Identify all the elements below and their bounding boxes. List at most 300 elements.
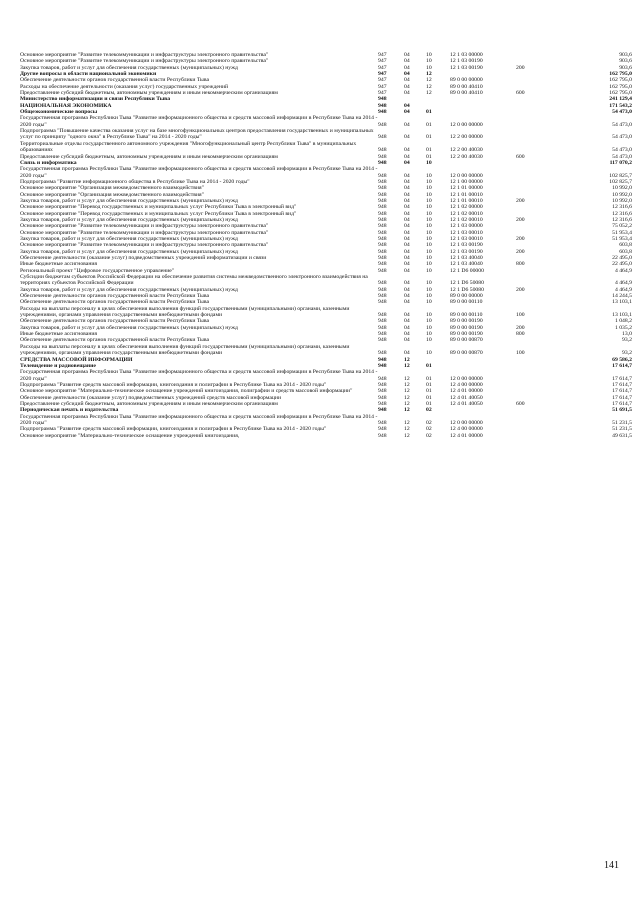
row-section-code: 04 xyxy=(404,159,410,166)
row-amount: 49 631,5 xyxy=(612,432,632,439)
row-section-code: 04 xyxy=(404,286,410,293)
row-section-code: 12 xyxy=(404,432,410,439)
row-gr-code: 948 xyxy=(378,210,387,217)
row-amount: 14 244,5 xyxy=(612,293,632,300)
row-gr-code: 948 xyxy=(378,419,387,426)
row-gr-code: 948 xyxy=(378,400,387,407)
row-subsection-code: 10 xyxy=(426,255,432,261)
row-name: Иные бюджетные ассигнования xyxy=(20,261,98,268)
row-amount: 4 464,9 xyxy=(614,280,632,287)
row-amount: 1 035,2 xyxy=(614,324,632,331)
row-gr-code: 948 xyxy=(378,185,387,192)
row-target-article: 12 1 01 00000 xyxy=(450,185,483,192)
row-amount: 162 795,0 xyxy=(609,90,632,97)
row-target-article: 12 1 03 00000 xyxy=(450,223,483,230)
row-target-article: 12 1 01 00010 xyxy=(450,191,483,198)
row-subsection-code: 02 xyxy=(426,426,432,433)
row-gr-code: 948 xyxy=(378,432,387,439)
row-name: Закупка товаров, работ и услуг для обеспечения государственных (муниципальных) нужд xyxy=(20,216,238,223)
row-target-article: 12 1 03 40040 xyxy=(450,261,483,268)
row-subsection-code: 10 xyxy=(426,58,432,65)
row-subsection-code: 10 xyxy=(426,248,432,255)
row-subsection-code: 01 xyxy=(426,134,432,141)
row-subsection-code: 10 xyxy=(426,159,432,166)
row-name: Обеспечение деятельности органов государственной власти Республики Тыва xyxy=(20,77,209,84)
row-target-article: 12 1 03 00190 xyxy=(450,242,483,249)
row-name: Основное мероприятие "Развитие телекоммуникации и инфраструктуры электронного правительства" xyxy=(20,242,269,249)
row-expense-type xyxy=(516,141,552,154)
row-subsection-code: 02 xyxy=(426,419,432,426)
row-amount: 17 614,7 xyxy=(612,381,632,388)
row-amount: 22 495,0 xyxy=(612,261,632,268)
row-gr-code: 948 xyxy=(378,331,387,338)
table-row xyxy=(20,141,632,154)
row-subsection-code: 02 xyxy=(426,432,432,439)
row-subsection-code: 01 xyxy=(426,400,432,407)
row-section-code: 12 xyxy=(404,394,410,401)
row-amount: 12 316,6 xyxy=(612,210,632,217)
row-section-code: 04 xyxy=(404,350,410,357)
row-expense-type: 200 xyxy=(516,216,525,223)
row-amount: 102 825,7 xyxy=(609,172,632,179)
row-target-article: 12 1 03 00190 xyxy=(450,248,483,255)
row-subsection-code: 01 xyxy=(426,394,432,401)
row-target-article: 12 0 00 00000 xyxy=(450,121,483,128)
row-expense-type: 200 xyxy=(516,64,525,71)
row-name: Закупка товаров, работ и услуг для обеспечения государственных (муниципальных) нужд xyxy=(20,286,238,293)
row-name: Расходы на выплаты персоналу в целях обеспечения выполнения функций государственными (муниципальными) органами, казенными учреждениями, органами управления государственными внебюджетными фондами xyxy=(20,305,350,319)
row-gr-code: 947 xyxy=(378,83,387,90)
row-name: Подпрограмма "Развитие средств массовой информации, книгоиздания и полиграфии в Республике Тыва на 2014 - 2020 годы" xyxy=(20,426,327,433)
row-subsection-code: 10 xyxy=(426,52,432,58)
row-section-code: 04 xyxy=(404,83,410,90)
row-name: Общеэкономические вопросы xyxy=(20,109,98,116)
row-gr-code: 947 xyxy=(378,71,387,78)
row-target-article: 12 1 03 00010 xyxy=(450,229,483,236)
row-gr-code: 948 xyxy=(378,102,387,109)
table-body xyxy=(20,52,632,439)
row-subsection-code: 10 xyxy=(426,64,432,71)
row-gr-code: 948 xyxy=(378,109,387,116)
row-target-article: 12 4 00 00000 xyxy=(450,426,483,433)
row-amount: 10 992,0 xyxy=(612,191,632,198)
row-target-article: 89 0 00 00190 xyxy=(450,324,483,331)
row-gr-code: 948 xyxy=(378,248,387,255)
row-subsection-code: 01 xyxy=(426,147,432,154)
row-target-article: 12 1 03 00010 xyxy=(450,235,483,242)
row-target-article: 12 0 00 00000 xyxy=(450,375,483,382)
row-section-code: 12 xyxy=(404,381,410,388)
table-row xyxy=(20,306,632,319)
row-subsection-code: 12 xyxy=(426,90,432,97)
row-name: Подпрограмма "Повышение качества оказания услуг на базе многофункциональных центров предоставления государственных и муниципальных услуг по принципу "одного окна" в Республике Тыва" на 2014 - 2020 годы" xyxy=(20,128,374,141)
row-subsection-code: 10 xyxy=(426,242,432,249)
row-subsection-code: 10 xyxy=(426,229,432,236)
row-section-code: 04 xyxy=(404,121,410,128)
row-section-code: 04 xyxy=(404,197,410,204)
row-subsection-code: 10 xyxy=(426,312,432,319)
row-target-article: 12 1 02 00000 xyxy=(450,204,483,211)
row-name: Закупка товаров, работ и услуг для обеспечения государственных (муниципальных) нужд xyxy=(20,248,238,255)
row-subsection-code: 10 xyxy=(426,261,432,268)
row-section-code: 04 xyxy=(404,178,410,185)
row-name: Закупка товаров, работ и услуг для обеспечения государственных (муниципальных) нужд xyxy=(20,197,238,204)
row-amount: 603,8 xyxy=(619,242,632,249)
row-gr-code: 947 xyxy=(378,52,387,58)
row-gr-code: 948 xyxy=(378,197,387,204)
row-target-article: 89 0 00 00000 xyxy=(450,293,483,300)
row-gr-code: 948 xyxy=(378,96,387,103)
row-gr-code: 948 xyxy=(378,242,387,249)
row-target-article: 12 1 D6 50080 xyxy=(450,280,484,287)
row-name: Основное мероприятие "Организация межведомственного взаимодействия" xyxy=(20,185,204,192)
row-gr-code: 948 xyxy=(378,318,387,325)
row-name: Расходы на обеспечение деятельности (оказания услуг) государственных учреждений xyxy=(20,83,229,90)
row-expense-type xyxy=(516,166,552,179)
row-gr-code: 948 xyxy=(378,147,387,154)
row-name: Предоставление субсидий бюджетным, автономным учреждениям и иным некоммерческим организациям xyxy=(20,153,278,160)
row-amount: 603,8 xyxy=(619,248,632,255)
row-target-article: 12 1 03 00190 xyxy=(450,58,483,65)
row-target-article: 12 2 00 00000 xyxy=(450,134,483,141)
row-amount: 13,0 xyxy=(622,331,632,338)
row-section-code: 04 xyxy=(404,172,410,179)
row-section-code: 04 xyxy=(404,337,410,344)
row-name: Предоставление субсидий бюджетным, автономным учреждениям и иным некоммерческим организациям xyxy=(20,90,278,97)
row-section-code: 04 xyxy=(404,90,410,97)
row-amount: 13 103,1 xyxy=(612,299,632,306)
row-gr-code: 948 xyxy=(378,350,387,357)
row-section-code: 12 xyxy=(404,356,410,363)
row-section-code: 04 xyxy=(404,331,410,338)
row-expense-type: 600 xyxy=(516,400,525,407)
row-name: Основное мероприятие "Перевод государственных и муниципальных услуг Республики Тыва в электронный вид" xyxy=(20,204,297,211)
row-name: Обеспечение деятельности органов государственной власти Республики Тыва xyxy=(20,337,209,344)
row-amount: 54 473,0 xyxy=(612,109,632,116)
row-name: Государственная программа Республики Тыва "Развитие информационного общества и средств массовой информации в Республике Тыва на 2014 - 2020 годы" xyxy=(20,369,378,382)
row-gr-code: 948 xyxy=(378,153,387,160)
row-target-article: 12 1 03 00190 xyxy=(450,64,483,71)
row-target-article: 12 4 01 00000 xyxy=(450,388,483,395)
row-target-article: 12 2 00 40030 xyxy=(450,147,483,154)
row-subsection-code: 10 xyxy=(426,191,432,198)
row-subsection-code: 10 xyxy=(426,267,432,274)
row-amount: 51 231,5 xyxy=(612,426,632,433)
row-gr-code: 948 xyxy=(378,216,387,223)
row-name: Основное мероприятие "Материально-техническое оснащение учреждений книгоиздания, полиграфии и средств массовой информации" xyxy=(20,388,353,395)
row-gr-code: 947 xyxy=(378,64,387,71)
row-gr-code: 948 xyxy=(378,312,387,319)
row-section-code: 04 xyxy=(404,52,410,58)
row-gr-code: 948 xyxy=(378,134,387,141)
row-gr-code: 948 xyxy=(378,426,387,433)
row-gr-code: 948 xyxy=(378,159,387,166)
row-target-article: 12 2 00 40030 xyxy=(450,153,483,160)
row-name: Предоставление субсидий бюджетным, автономным учреждениям и иным некоммерческим организациям xyxy=(20,400,278,407)
row-subsection-code: 12 xyxy=(426,77,432,84)
row-name: Основное мероприятие "Развитие телекоммуникации и инфраструктуры электронного правительства" xyxy=(20,58,269,65)
row-subsection-code: 01 xyxy=(426,381,432,388)
row-subsection-code: 10 xyxy=(426,293,432,300)
row-expense-type: 100 xyxy=(516,350,525,357)
row-amount: 54 473,0 xyxy=(612,121,632,128)
row-section-code: 12 xyxy=(404,362,410,369)
row-section-code: 12 xyxy=(404,419,410,426)
row-target-article: 12 4 01 40050 xyxy=(450,400,483,407)
row-section-code: 04 xyxy=(404,216,410,223)
row-subsection-code: 01 xyxy=(426,153,432,160)
row-gr-code: 948 xyxy=(378,178,387,185)
row-amount: 10 992,0 xyxy=(612,197,632,204)
row-subsection-code: 02 xyxy=(426,407,432,414)
row-target-article: 12 1 01 00010 xyxy=(450,197,483,204)
table-row xyxy=(20,128,632,141)
row-subsection-code: 10 xyxy=(426,204,432,211)
row-section-code: 04 xyxy=(404,204,410,211)
row-name: Региональный проект "Цифровое государственное управление" xyxy=(20,267,175,274)
row-amount: 903,6 xyxy=(619,64,632,71)
row-name: Другие вопросы в области национальной экономики xyxy=(20,71,157,78)
row-amount: 10 992,0 xyxy=(612,185,632,192)
row-target-article: 12 0 00 00000 xyxy=(450,172,483,179)
row-subsection-code: 10 xyxy=(426,286,432,293)
table-row xyxy=(20,344,632,357)
row-section-code: 12 xyxy=(404,375,410,382)
row-name: Территориальные отделы государственного автономного учреждения "Многофункциональный центр Республики Тыва" в муниципальных образованиях xyxy=(20,140,357,154)
row-amount: 69 586,2 xyxy=(612,356,632,363)
row-gr-code: 948 xyxy=(378,280,387,287)
row-section-code: 04 xyxy=(404,255,410,261)
row-expense-type: 800 xyxy=(516,261,525,268)
row-gr-code: 948 xyxy=(378,394,387,401)
row-amount: 903,6 xyxy=(619,58,632,65)
row-subsection-code: 10 xyxy=(426,210,432,217)
row-section-code: 04 xyxy=(404,109,410,116)
row-gr-code: 948 xyxy=(378,337,387,344)
row-target-article: 89 0 00 00870 xyxy=(450,350,483,357)
page-number: 141 xyxy=(604,860,619,871)
row-name: Государственная программа Республики Тыва "Развитие информационного общества и средств массовой информации в Республике Тыва на 2014 - 2020 годы" xyxy=(20,166,378,179)
row-expense-type xyxy=(516,274,552,287)
row-amount: 54 473,0 xyxy=(612,147,632,154)
row-section-code: 12 xyxy=(404,426,410,433)
row-gr-code: 947 xyxy=(378,77,387,84)
row-section-code: 04 xyxy=(404,210,410,217)
table-row xyxy=(20,274,632,287)
row-section-code: 04 xyxy=(404,235,410,242)
row-subsection-code: 10 xyxy=(426,299,432,306)
row-target-article: 12 0 00 00000 xyxy=(450,419,483,426)
row-amount: 51 691,5 xyxy=(612,407,632,414)
row-expense-type: 600 xyxy=(516,90,525,97)
row-section-code: 04 xyxy=(404,248,410,255)
row-gr-code: 948 xyxy=(378,235,387,242)
row-amount: 4 464,9 xyxy=(614,286,632,293)
row-expense-type: 100 xyxy=(516,312,525,319)
row-name: Основное мероприятие "Развитие телекоммуникации и инфраструктуры электронного правительства" xyxy=(20,52,269,58)
row-gr-code: 948 xyxy=(378,267,387,274)
row-expense-type: 200 xyxy=(516,235,525,242)
row-name: Закупка товаров, работ и услуг для обеспечения государственных (муниципальных) нужд xyxy=(20,235,238,242)
row-section-code: 04 xyxy=(404,280,410,287)
row-name: Обеспечение деятельности (оказание услуг) подведомственных учреждений информатизации и связи xyxy=(20,255,267,261)
row-target-article: 12 1 02 00010 xyxy=(450,216,483,223)
row-gr-code: 948 xyxy=(378,121,387,128)
row-target-article: 12 4 01 40050 xyxy=(450,394,483,401)
row-name: Министерство информатизации и связи Республики Тыва xyxy=(20,96,171,103)
row-gr-code: 948 xyxy=(378,356,387,363)
row-amount: 4 464,9 xyxy=(614,267,632,274)
row-subsection-code: 10 xyxy=(426,331,432,338)
row-amount: 54 473,0 xyxy=(612,153,632,160)
row-name: Обеспечение деятельности (оказание услуг) подведомственных учреждений средств массовой информации xyxy=(20,394,282,401)
table-row xyxy=(20,433,632,439)
row-expense-type xyxy=(516,115,552,128)
row-section-code: 04 xyxy=(404,223,410,230)
row-amount: 903,6 xyxy=(619,52,632,58)
row-name: Закупка товаров, работ и услуг для обеспечения государственных (муниципальных) нужд xyxy=(20,64,238,71)
row-target-article: 12 1 00 00000 xyxy=(450,178,483,185)
row-expense-type xyxy=(516,128,552,141)
row-gr-code: 948 xyxy=(378,324,387,331)
row-subsection-code: 10 xyxy=(426,337,432,344)
row-name: Периодическая печать и издательства xyxy=(20,407,119,414)
row-subsection-code: 01 xyxy=(426,362,432,369)
row-section-code: 04 xyxy=(404,77,410,84)
row-gr-code: 947 xyxy=(378,90,387,97)
table-row xyxy=(20,369,632,382)
row-subsection-code: 12 xyxy=(426,71,432,78)
row-name: Основное мероприятие "Перевод государственных и муниципальных услуг Республики Тыва в электронный вид" xyxy=(20,210,297,217)
row-target-article: 12 1 D6 00000 xyxy=(450,267,484,274)
row-name: Обеспечение деятельности органов государственной власти Республики Тыва xyxy=(20,293,209,300)
row-target-article: 89 0 00 00000 xyxy=(450,77,483,84)
row-section-code: 04 xyxy=(404,242,410,249)
row-expense-type xyxy=(516,414,552,427)
row-name: Иные бюджетные ассигнования xyxy=(20,331,98,338)
budget-table xyxy=(20,52,632,439)
row-amount: 51 953,4 xyxy=(612,229,632,236)
row-amount: 162 795,0 xyxy=(609,83,632,90)
row-target-article: 89 0 00 00870 xyxy=(450,337,483,344)
row-amount: 22 495,0 xyxy=(612,255,632,261)
row-section-code: 12 xyxy=(404,400,410,407)
row-gr-code: 948 xyxy=(378,388,387,395)
row-gr-code: 948 xyxy=(378,293,387,300)
row-name: Телевидение и радиовещание xyxy=(20,362,96,369)
row-amount: 17 614,7 xyxy=(612,375,632,382)
row-expense-type: 200 xyxy=(516,197,525,204)
row-subsection-code: 12 xyxy=(426,83,432,90)
row-name: Закупка товаров, работ и услуг для обеспечения государственных (муниципальных) нужд xyxy=(20,324,238,331)
row-section-code: 04 xyxy=(404,318,410,325)
row-target-article: 89 0 00 40410 xyxy=(450,83,483,90)
row-expense-type xyxy=(516,369,552,382)
row-gr-code: 947 xyxy=(378,58,387,65)
row-subsection-code: 01 xyxy=(426,375,432,382)
row-gr-code: 948 xyxy=(378,286,387,293)
row-gr-code: 948 xyxy=(378,261,387,268)
row-expense-type: 800 xyxy=(516,331,525,338)
row-section-code: 04 xyxy=(404,58,410,65)
row-name: Субсидии бюджетам субъектов Российской Федерации на обеспечение развития системы межведомственного электронного взаимодействия на территориях субъектов Российской Федерации xyxy=(20,274,368,287)
row-amount: 17 614,7 xyxy=(612,400,632,407)
row-section-code: 04 xyxy=(404,191,410,198)
row-name: СРЕДСТВА МАССОВОЙ ИНФОРМАЦИИ xyxy=(20,356,133,363)
row-subsection-code: 01 xyxy=(426,109,432,116)
row-subsection-code: 10 xyxy=(426,280,432,287)
row-subsection-code: 10 xyxy=(426,185,432,192)
row-gr-code: 948 xyxy=(378,255,387,261)
row-section-code: 04 xyxy=(404,134,410,141)
row-gr-code: 948 xyxy=(378,229,387,236)
row-amount: 93,2 xyxy=(622,337,632,344)
row-amount: 12 316,6 xyxy=(612,216,632,223)
row-name: Подпрограмма "Развитие информационного общества в Республике Тыва на 2014 - 2020 годы" xyxy=(20,178,250,185)
row-amount: 117 070,2 xyxy=(609,159,632,166)
row-amount: 17 614,7 xyxy=(612,394,632,401)
row-section-code: 04 xyxy=(404,293,410,300)
row-expense-type: 200 xyxy=(516,248,525,255)
row-name: Обеспечение деятельности органов государственной власти Республики Тыва xyxy=(20,299,209,306)
row-amount: 17 614,7 xyxy=(612,388,632,395)
row-amount: 12 316,6 xyxy=(612,204,632,211)
row-amount: 102 825,7 xyxy=(609,178,632,185)
row-target-article: 12 1 03 00000 xyxy=(450,52,483,58)
row-section-code: 04 xyxy=(404,153,410,160)
row-target-article: 89 0 00 40410 xyxy=(450,90,483,97)
row-subsection-code: 10 xyxy=(426,216,432,223)
row-name: Основное мероприятие "Развитие телекоммуникации и инфраструктуры электронного правительства" xyxy=(20,223,269,230)
row-subsection-code: 10 xyxy=(426,178,432,185)
row-target-article: 12 4 01 00000 xyxy=(450,432,483,439)
row-section-code: 04 xyxy=(404,147,410,154)
row-target-article: 89 0 00 00190 xyxy=(450,331,483,338)
table-row xyxy=(20,414,632,427)
row-name: Основное мероприятие "Материально-техническое оснащение учреждений книгоиздания, xyxy=(20,432,240,439)
row-amount: 13 103,1 xyxy=(612,312,632,319)
row-gr-code: 948 xyxy=(378,381,387,388)
row-subsection-code: 10 xyxy=(426,324,432,331)
row-gr-code: 948 xyxy=(378,204,387,211)
row-amount: 162 795,0 xyxy=(609,77,632,84)
row-name: Подпрограмма "Развитие средств массовой информации, книгоиздания и полиграфии в Республике Тыва на 2014 - 2020 годы" xyxy=(20,381,327,388)
row-amount: 51 231,5 xyxy=(612,419,632,426)
row-expense-type: 200 xyxy=(516,286,525,293)
row-amount: 51 953,4 xyxy=(612,235,632,242)
row-section-code: 04 xyxy=(404,261,410,268)
row-section-code: 04 xyxy=(404,267,410,274)
row-amount: 17 614,7 xyxy=(612,362,632,369)
row-name: Государственная программа Республики Тыва "Развитие информационного общества и средств массовой информации в Республике Тыва на 2014 - 2020 годы" xyxy=(20,115,378,128)
row-expense-type: 600 xyxy=(516,153,525,160)
row-amount: 93,2 xyxy=(622,350,632,357)
row-amount: 1 048,2 xyxy=(614,318,632,325)
row-name: НАЦИОНАЛЬНАЯ ЭКОНОМИКА xyxy=(20,102,112,109)
row-subsection-code: 10 xyxy=(426,172,432,179)
row-target-article: 12 4 00 00000 xyxy=(450,381,483,388)
row-amount: 54 473,0 xyxy=(612,134,632,141)
row-section-code: 04 xyxy=(404,102,410,109)
row-gr-code: 948 xyxy=(378,362,387,369)
row-subsection-code: 10 xyxy=(426,235,432,242)
row-gr-code: 948 xyxy=(378,172,387,179)
row-amount: 162 795,0 xyxy=(609,71,632,78)
row-gr-code: 948 xyxy=(378,223,387,230)
row-gr-code: 948 xyxy=(378,299,387,306)
row-amount: 171 543,2 xyxy=(609,102,632,109)
row-name: Основное мероприятие "Организация межведомственного взаимодействия" xyxy=(20,191,204,198)
